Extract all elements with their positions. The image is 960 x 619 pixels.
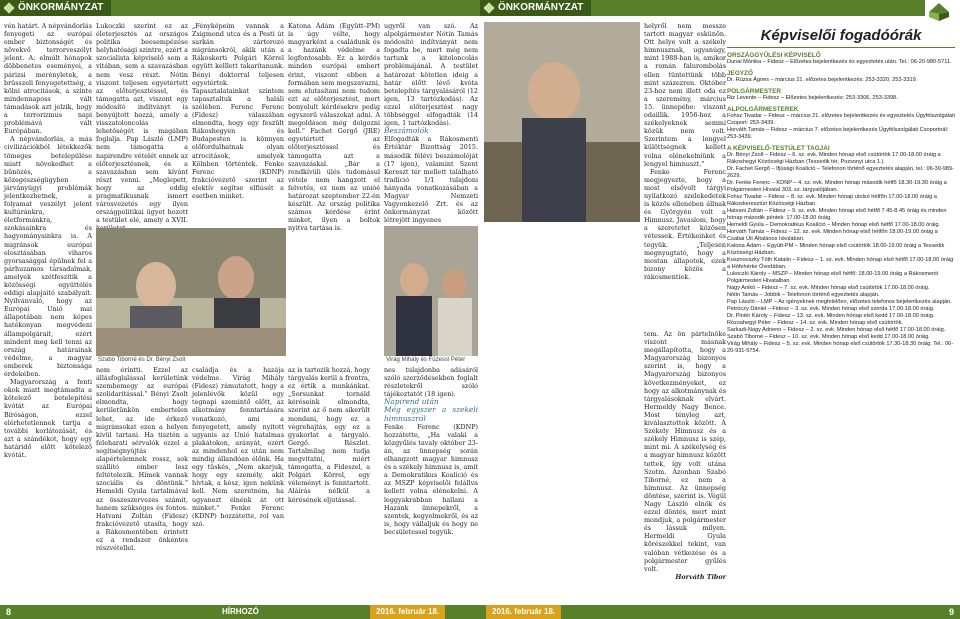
left-col-2	[96, 22, 188, 225]
paragraph: tem. Az ön pártelnöke viszont másnak megállapította, hogy a Magyarország bizonyos szerint is, hogy a Magyarország bizonyos következményeket, ez hogy az alkotmánynak és tárgyalásoknak elvárt. Hermeldy Nagy Bence. Most tényleg azt, kiválasztottok között. A Székely Himnusz és a székely Himnusz is szép, mint mi. A székelység és a magyar himnusz között tettek, így volt utána Szotm. Azonban Szabó Tiborné, ez nem a himnusz. Az ünnepség döntése, szerint is. Végül Nagy László elnök és ezzel döntés, mert mint mondjuk, a polgármester és lássuk milyen. Hermeldi Gyula kőrészekkel tekint, van valóban vétkezése és a polgármester gyűlés volt.	[644, 330, 726, 573]
paragraph: Magyarország a fenti okok miatt megtámadta a kötelező betelepítési kvótát az Európai Bíróságon, ezzel elérhetetlennek tartja a további korlátozását, és azt a szándékot, hogy egy határidő előtt kötelező kvótát.	[4, 378, 92, 459]
sidebar-section-heading: JEGYZŐ	[727, 70, 753, 77]
sidebar-section-heading: A KÉPVISELŐ-TESTÜLET TAGJAI	[727, 145, 830, 152]
left-footer	[0, 605, 480, 619]
paragraph: családja és a hazája védelme. Virág Mihály (Fidesz) rámutatott, hogy a jelenlévők közül egy tegnapi szemintő előtt, az alkotmány fenntartására vonatkozó, ami a fenyegetett, amely nyitott ugyanis az Unió hatalmas plakátokon, arányát, ezért az mindenhol ez után nem mindig állandóan élőnk. Ha egy tüskés, „Nem akarjuk, hogy egy személy, akit hívtak, a kész, igen nekünk kell. Nem szeretném, ha ugyanezt élnénk át ott minket.” Fenke Ferenc (KDNP) hozzátette, rol van szó.	[192, 366, 284, 528]
left-section-badge: ÖNKORMÁNYZAT	[0, 0, 111, 16]
issue-date: 2016. február 18.	[486, 605, 561, 619]
sidebar-entry: Pap László – LMP – Az igényeknek megfelelően, előzetes telefonos bejelentkezés alapján.	[727, 299, 952, 305]
left-col-3-bottom	[192, 366, 284, 602]
right-col-1	[644, 22, 726, 322]
section-subheading: Még egyszer a szekeli himnuszról	[384, 405, 478, 423]
sidebar-entry: Dr. Fachet Gergő – Ifjúsági Koalíció – Telefonon történő egyeztetés alapján, tel.: 06-30-989-2629.	[727, 166, 954, 179]
paragraph: nes tulajdonba adásáról szóló szerződésekben foglalt részletekről szóló tájékoztatót (18 igen).	[384, 366, 478, 399]
sidebar-entry: Szabó Tiborné – Fidesz – 10. sz. evk. Minden hónap első kedd 17.00-18.00 óráig.	[727, 334, 930, 340]
left-col-4	[288, 22, 380, 233]
issue-date: 2016. február 18.	[370, 605, 445, 619]
section-heading: Beszámolók	[384, 126, 429, 136]
sidebar-entry: Fohsz Tivadar – Fidesz – március 21. előzetes bejelentkezés és egyeztetés Ügyfélszolgálati Csoport: 253-3439.	[727, 113, 955, 126]
sidebar-entry: Dunai Mónika – Fidesz – Előzetes bejelentkezés és egyeztetés után. Tel.: 06-20-980-5711.	[727, 59, 952, 65]
right-header-bar	[480, 0, 925, 16]
sidebar-entry: Fohsz Tivadar – Fidesz – 8. sz. evk. Minden hónap utolsó hétfőn 17.00-18.00 óráig a Rákoskeresztúri Közösségi Házban.	[727, 194, 937, 207]
paragraph: Fenke Ferenc megjegyezte, hogy a most elsővolt tárgyi nyilatkozó szelekedetek is közös ellenében állnak és Györgyén volt a Himnusz. Javaslom, hogy a szeretetet közösen vétessek. Értékeinket és tegyük. „Teljesen megnyugtató, hogy a mostan állapotok, ezek bizony közös a rákosmentiek.	[644, 167, 726, 281]
right-footer	[480, 605, 960, 619]
paragraph: Elfogadták a Rákosmenti Értéktár Bizottság 2015. második félévi beszámolóját (17 igen), valamint Szent Kereszt tér mellett található tradíció 1/1 tulajdoni hányada vonatkozásában a Magyar Nemzeti Vagyonkezelő Zrt. és az önkormányzat között létrejött ingyenes	[384, 135, 478, 225]
left-col-2-bottom	[96, 366, 188, 602]
sidebar-entry: Sarkadi-Nagy Adrienn – Fidesz – 2. sz. evk. Minden hónap első hétfő 17.00-18.00 óráig.	[727, 327, 946, 333]
sidebar-section-heading: POLGÁRMESTER	[727, 88, 781, 95]
sidebar-entry: Nagy Anikó – Fidesz – 7. sz. evk. Minden hónap első csütörtök 17.00-18.00 óráig.	[727, 285, 930, 291]
sidebar-section-notary	[727, 70, 955, 84]
photo-szabo-benyi	[96, 228, 286, 356]
sidebar-entry: Katona Ádám – Együtt-PM – Minden hónap első csütörtök 18.00-19.00 óráig a Tessedik Közösségi Házban.	[727, 243, 945, 256]
sidebar-section-mayor	[727, 88, 955, 102]
left-col-1	[4, 22, 92, 602]
sidebar-entry: Virág Mihály – Fidesz – 5. sz. evk. Minden hónap első csütörtök 17.30-18.30 óráig. Tel.: 06-20-931-5754.	[727, 341, 954, 354]
photo-council-member	[484, 22, 640, 222]
left-header-bar	[0, 0, 480, 16]
sidebar-section-heading: ORSZÁGGYŰLÉSI KÉPVISELŐ	[727, 52, 821, 59]
sidebar-section-mp	[727, 52, 955, 66]
sidebar-entry: Petróczy Dániel – Fidesz – 3. sz. evk. Minden hónap első szerda 17.00-18.00 óráig.	[727, 306, 935, 312]
author-signature: Horváth Tibor	[675, 572, 726, 581]
paragraph: helyről nem messze tartott magyar eskünőn. Ott helye volt a székely himnusznak, ugyanúgy, mint 1988-ban is, amikor a román falurombolás ellen tüntettünk több mint százezren. Október 23-hoz nem illett oda ez a szeremény, március 15. ünnepéhe: viszont odaillik. 1956-hoz a székelyeknek semmi közük nem volt. Szerintem a lengyel külöttségnek kellett volna elénekelniünk a lengyel himnuszt.”	[644, 22, 726, 168]
sidebar-entry: Dr. Bényi Zsolt – Fidesz – 6. sz. evk. Minden hónap első csütörtök 17.00-18.00 óráig a Rákoshegyi Közösségi Házban (Tessedik tér, Pozsonyi utca 1.).	[727, 152, 941, 165]
photo-image	[96, 228, 286, 356]
paragraph: Fenke Ferenc (KDNP) hozzátette, „Ha valaki a közgyűlés tavaly október 23-án, az ünnepség során elhangzott magyar himnusz és a székely himnusz is, amit a Demokratikus Koalíció és az MSZP képviselői felállva kellett volna elénekelni. A leggyakrabban hallani a Hazánk ünnepekről, a szentek, kegyelmekről, és az is, hogy vállaljuk és hogy ne becsületessel tegyük.	[384, 422, 478, 536]
paragraph: ugyről van szó. Az alpolgármester Nótin Tamás módosító indítványát nem fogadta be, mert még nem tartunk a kitoloncolás problémájánál. A testület határozat kötetlen ideig a határ előtt lévő kvóta betelepítés tárgyalásáról (12 igen, 13 tartózkodás). Az ezzel előterjesztést nagy többséggel elfogadták (14 igen, 1 tartózkodás).	[384, 22, 478, 128]
sidebar-entry: Nótin Tamás – Jobbik – Telefonon történő egyeztetés alapján.	[727, 292, 880, 298]
sidebar-entry: Lukoczki Károly – MSZP – Minden hónap első hétfő: 18.00-19.00 óráig a Rákosmenti Polgármesteri Hivatalban.	[727, 271, 939, 284]
paragraph: nem éríntti. Ezzel az állásfoglalással kerületünk szembemegy az európai szolidaritással.” Bényi Zsolt elmondta, hogy kerületünkön embertelen lehet, az ide érkező migránsokat ezen a helyen kívül tartani. Ha tisztén a feleharati sérvalók ezzel a segítségnyújtás alapértelemnek rossz, sok szállító ember lesz feltételezik. Hímek vannak szociális és döntünk.” Hemeldi Gyula tartalmával az összeszervezés számít, hanem szükséges és fontos. Hatvani Zoltán (Fidesz) frakcióvezető utasíta, hogy a Rákosmentében érintett ez a rendszer önkéntes részvétellel.	[96, 366, 188, 553]
sidebar-title: Képviselői fogadóórák	[727, 17, 955, 48]
right-section-badge: ÖNKORMÁNYZAT	[480, 0, 591, 16]
photo-virag-fuzessi	[384, 226, 478, 356]
paragraph: az is tartozik hozzá, hogy tárgyalás kerül a frontra, ez értik a munkánkat. „Sorsunkat tornáld kéréseink elmondta, szerint az ő nem sikerült mondani, hogy ez a végrehajtás, egy ez a gyakorlat a tárgyaló. Gergő. Részlet. Tartalmilag nem tudja megvitatni, miért támogatta, a Fideszel, a Polgári Körrel, egy véleményt is fenntartott. Aláírás nélkül a kérésének eljutással.	[288, 366, 370, 504]
left-col-5-bottom	[384, 366, 478, 602]
sidebar-section-heading: ALPOLGÁRMESTEREK	[727, 106, 799, 113]
sidebar-section-deputies	[727, 106, 955, 141]
sidebar-entry: Hatvani Zoltán – Fidesz – 9. sz. evk. Minden hónap első hétfő 7.45-8.45 óráig és minden hónap második péntek: 17.00-18.00 óráig.	[727, 208, 947, 221]
sidebar-office-hours	[727, 17, 955, 603]
paragraph: Katona Ádám (Együtt–PM) is úgy vélte, hogy magyarként a családunk és a hazánk védelme a legfontosabb. Ez a kérdés minden európai embert érint, viszont ebben a formában sem megszavazni, sem elutasítani nem tudom ezt az előterjesztést, mert bonyolult kérdésekre pedig egyszerű válaszokat adni. A megoldáson még dolgozni kell.” Fachet Gergő (JRE) egyetértett az előterjesztéssel és támogatta azt a szavazáskal. „Bár a rendkívüli ülés tudomásul vétele nem hangzott el felvetés, ez nem az unióé határozat szeptember 22-én készült. Az ország politika számos kérdése érint minket, ilyen a boltok nyitva tartása is.	[288, 22, 380, 233]
left-col-5	[384, 22, 478, 225]
sidebar-entry: Dr. Rúzsa Ágnes – március 21. előzetes bejelentkezés: 253-3320, 253-3319.	[727, 77, 918, 83]
sidebar-entry: Hemeldi Gyula – Demokratikus Koalíció – Minden hónap első hétfő 17.00-18.00 óráig.	[727, 222, 940, 228]
sidebar-entry: Horváth Tamás – Fidesz – 12. sz. evk. Minden hónap első hétfőn 18.00-19.00 óráig a Csabai Úti Általános Iskolában.	[727, 229, 938, 242]
sidebar-entry: Dr. Fenke Ferenc – KDNP – 4. sz. evk. Minden hónap második hétfő 18.30-19.30 óráig a Polgármesteri Hivatal 303. sz. tárgyalójában.	[727, 180, 947, 193]
paragraph: vén határt. A népvándorlás fenyegeti az európai ember biztonságét és növekvő terrorveszélyt jelent. A: elmúlt hónapok döbbenetes eseményei, a párizsi merényletek, a brüsszeli fenyegetettség, a kölni atrocitások, a szinte mindennaposs vált támadások azt jelzik, hogy a terrorizmus napi problémává vált Európában.	[4, 22, 92, 136]
paragraph: Lukoczki szerint ez az életerjesztés az országos politika beesempézése helyhatósági szintre, ezért a szocialista képviselő sem a vitában, sem a szavazásban nem vesz részt. Nótin viszont teljesen egyetértett az előterjesztéssel, és támogatta azt, viszont egy módosító indítványt is benyújtott hozzá, amely a visszatoloncolás lehetőségét is magában foglalja. Pap László (LMP) nem támogatta a napirendre vételét ennek az előterjesztésnek, és a szavazásban sem kívánt részt venni. „Meglepett, hogy az eddig pragmatikusnak ismert városvezetés egy ilyen országpolitikai ügyet hozott a testület elé, amely a XVII.	[96, 22, 188, 225]
photo-image	[384, 226, 478, 356]
sidebar-entry: Horváth Tamás – Fidesz – március 7. előzetes bejelentkezés Ügyfélszolgálati Csoportnál: 253-3439.	[727, 127, 949, 140]
paragraph: A népvándorlás, a más civilizációkból létekkezők tömeges betelepülése miatt növekedhet a bűnözés, a közegészségügyben járványügyi problémák jelentkezhetnek, a folyamat veszélyt jelent kultúránkra, életformánkra, szokásainkra és hagyományainkra is. A migránsok európai elosztásában viharos gyorsasággal épülnek fel a párhuzamos társadalmak, amelyek szétfeszítik a közösségi együttélés eddigi alapjaitó szabályait. Nyilvánvaló, hogy az Európai Unió mai állapotában nem képes hatékonyan megvédeni állampolgárait, ezért mindent meg kell tenni az ország határainak védelme, a magyar emberek biztonsága érdekében.	[4, 135, 92, 379]
sidebar-entry: Kosznovszky Tóth Katalin – Fidesz – 1. sz. evk. Minden hónap első hétfő 17.00-18.00 óráig a Hófehérke Óvodában.	[727, 257, 954, 270]
photo2-caption: Virág Mihály és Füzessi Péter	[386, 357, 466, 363]
left-col-4-bottom	[288, 366, 370, 602]
section-heading: Napirend után	[384, 397, 439, 407]
page-number: 9	[948, 607, 954, 617]
left-col-3	[192, 22, 284, 222]
sidebar-entry: Rózsahegyi Péter – Fidesz – 14. sz. evk. Minden hónap első csütörtök.	[727, 320, 903, 326]
sidebar-section-members	[727, 145, 955, 355]
photo1-caption: Szabó Tiborné és Dr. Bényi Zsolt	[98, 357, 186, 363]
magazine-name: HÍRHOZÓ	[222, 607, 259, 616]
sidebar-entry: Riz Levente – Fidesz – Előzetes bejelentkezés: 253-3306, 253-3398.	[727, 95, 898, 101]
sidebar-entry: Dr. Pintér Károly – Fidesz – 13. sz. evk. Minden hónap első kedd 17.00-18.00 óráig.	[727, 313, 935, 319]
right-col-2	[644, 330, 726, 602]
paragraph: „Fényképeim vannak a Zsigmond utca és a Pesti út sarkán zártorozó migránsokról, akik után a Rákoskerti Polgári Körrel együtt kelllett takarítanunk. Bényi doktorral teljesen egyetértek. Tapasztalatainkat szintem tapasztaltuk a haláli szélében. Ferenc Ferenc (Fidesz) válaszában elmondta, hogy egy feszült Rákoshegyen és Budapesten is könnyen előfordulhatnak olyan atrocitások, amelyek Kölnben történtek. Fenke Ferenc (KDNP) frakcióvezető szerint az elektív segítse elfiúsét a esetben minket.	[192, 22, 284, 200]
page-number: 8	[6, 607, 12, 617]
photo-image	[484, 22, 640, 222]
